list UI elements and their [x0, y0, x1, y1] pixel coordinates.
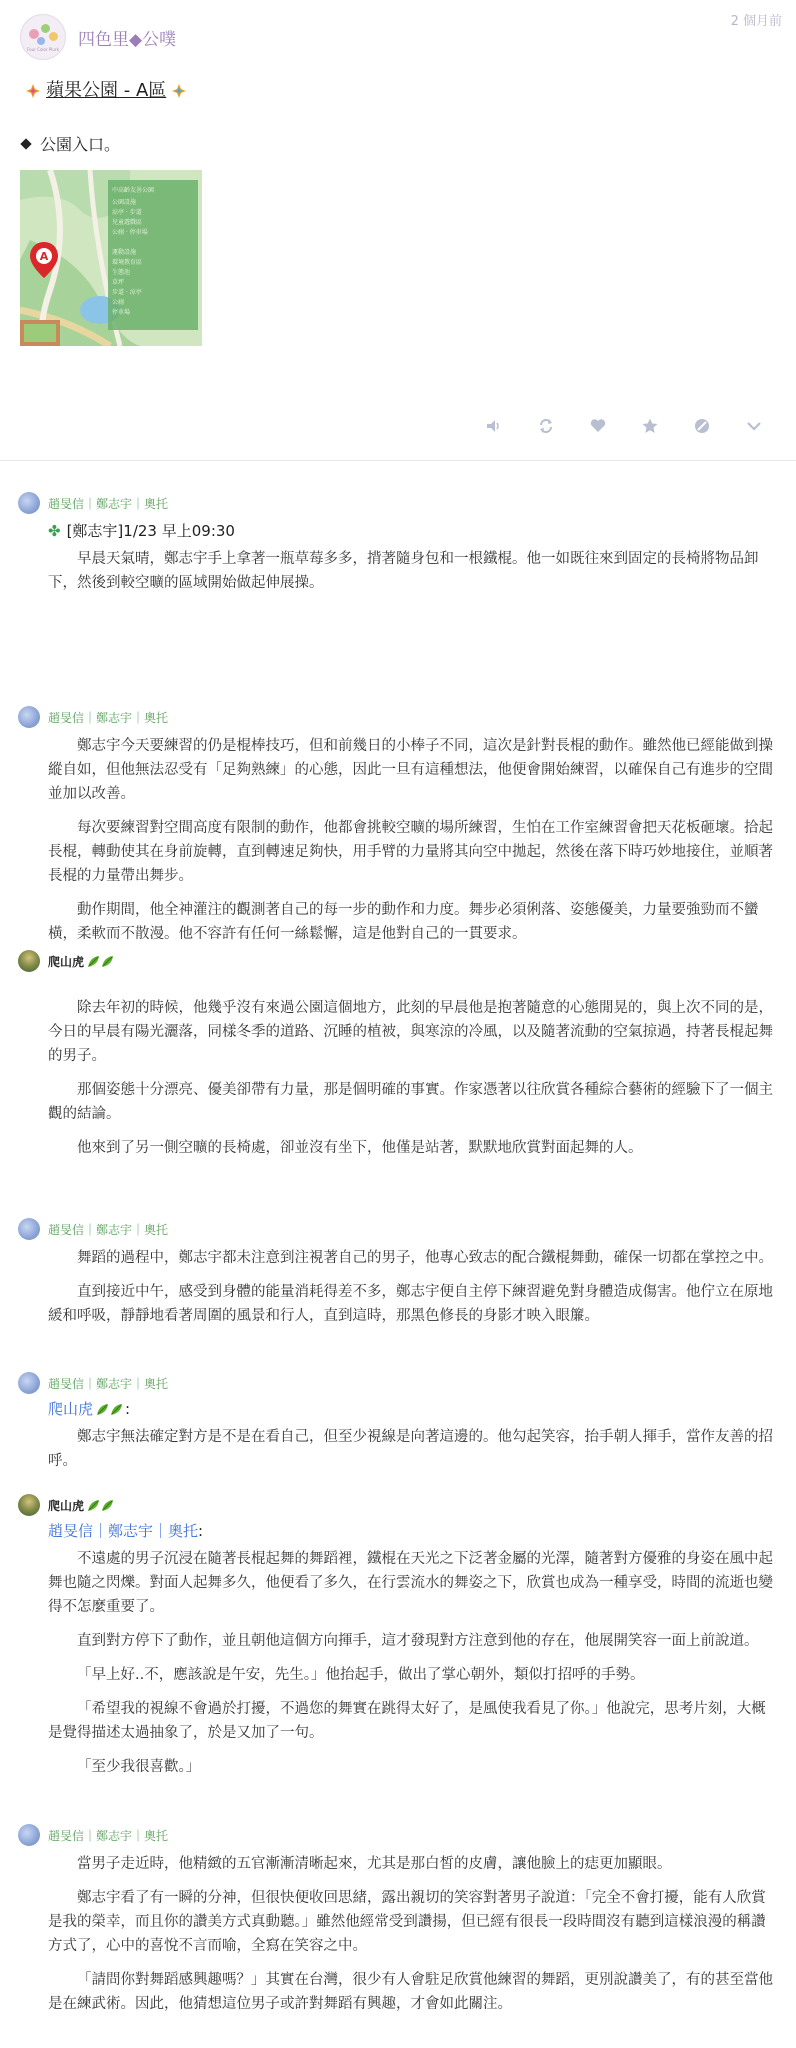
avatar[interactable]: [18, 492, 40, 514]
comment-paragraph: 每次要練習對空間高度有限制的動作，他都會挑較空曠的場所練習，生怕在工作室練習會把天花板砸壞。拾起長棍，轉動使其在身前旋轉，直到轉速足夠快，用手臂的力量將其向空中拋起，然後在落下時巧妙地接住，並順著長棍的力量帶出舞步。: [48, 820, 773, 884]
comment-paragraph: 「請問你對舞蹈感興趣嗎？」其實在台灣，很少有人會駐足欣賞他練習的舞蹈，更別說讚美了，有的甚至當他是在練武術。因此，他猜想這位男子或許對舞蹈有興趣，才會如此關注。: [48, 1972, 773, 2012]
comment-author[interactable]: 趙旻信｜鄭志宇｜奧托: [48, 1828, 169, 1843]
svg-text:公園設施: 公園設施: [112, 199, 137, 206]
svg-text:中高齡友善公園: 中高齡友善公園: [112, 187, 155, 194]
comment-author[interactable]: 趙旻信｜鄭志宇｜奧托: [48, 496, 169, 511]
comment-paragraph: 動作期間，他全神灌注的觀測著自己的每一步的動作和力度。舞步必須俐落、姿態優美，力量要強勁而不蠻橫，柔軟而不散漫。他不容許有任何一絲鬆懈，這是他對自己的一貫要求。: [48, 902, 759, 942]
comment-item: [18, 950, 776, 1160]
avatar[interactable]: [18, 950, 40, 972]
comment-paragraph: 「至少我很喜歡。」: [77, 1759, 201, 1775]
comment-paragraph: 舞蹈的過程中，鄭志宇都未注意到注視著自己的男子，他專心致志的配合鐵棍舞動，確保一切都在掌控之中。: [77, 1250, 773, 1266]
park-entrance-line: [20, 132, 120, 155]
comment-item: [18, 1494, 776, 1779]
comment-paragraph: 鄭志宇今天要練習的仍是棍棒技巧，但和前幾日的小棒子不同，這次是針對長棍的動作。雖然他已經能做到操縱自如，但他無法忍受有「足夠熟練」的心態，因此一旦有這種想法，他便會開始練習，以確保自己有進步的空間並加以改善。: [48, 738, 773, 802]
comment-author[interactable]: 趙旻信｜鄭志宇｜奧托: [48, 1376, 169, 1391]
avatar[interactable]: [18, 1218, 40, 1240]
leaf-icon: [86, 955, 116, 969]
comment-paragraph: 那個姿態十分漂亮、優美卻帶有力量，那是個明確的事實。作家憑著以往欣賞各種綜合藝術的經驗下了一個主觀的結論。: [48, 1082, 773, 1122]
svg-text:停車場: 停車場: [112, 309, 131, 316]
svg-text:兒童遊戲區: 兒童遊戲區: [112, 219, 143, 226]
comment-paragraph: 當男子走近時，他精緻的五官漸漸清晰起來，尤其是那白皙的皮膚，讓他臉上的痣更加顯眼。: [77, 1856, 672, 1872]
avatar[interactable]: [18, 1824, 40, 1846]
avatar[interactable]: [18, 1494, 40, 1516]
comment-paragraph: 早晨天氣晴，鄭志宇手上拿著一瓶草莓多多，揹著隨身包和一根鐵棍。他一如既往來到固定的長椅將物品卸下，然後到較空曠的區域開始做起伸展操。: [48, 551, 759, 591]
comment-paragraph: 「希望我的視線不會過於打擾，不過您的舞實在跳得太好了，是風使我看見了你。」他說完，思考片刻，大概是覺得描述太過抽象了，於是又加了一句。: [48, 1701, 766, 1741]
svg-text:草坪: 草坪: [112, 279, 125, 286]
site-header: [20, 14, 176, 60]
comment-paragraph: 直到接近中午，感受到身體的能量消耗得差不多，鄭志宇便自主停下練習避免對身體造成傷害。他佇立在原地緩和呼吸，靜靜地看著周圍的風景和行人，直到這時，那黑色修長的身影才映入眼簾。: [48, 1284, 773, 1324]
comment-author[interactable]: 爬山虎: [48, 953, 116, 970]
site-logo[interactable]: [20, 14, 66, 60]
svg-text:公廁 ‧ 停車場: 公廁 ‧ 停車場: [112, 229, 148, 236]
replurk-icon[interactable]: [534, 414, 558, 438]
comment-item: [18, 1372, 776, 1473]
comment-author[interactable]: 趙旻信｜鄭志宇｜奧托: [48, 1222, 169, 1237]
post-title-text: 蘋果公園 - A區: [46, 80, 167, 101]
comment-paragraph: 他來到了另一側空曠的長椅處，卻並沒有坐下，他僅是站著，默默地欣賞對面起舞的人。: [77, 1140, 643, 1156]
comment-item: [18, 706, 776, 946]
leaf-icon: [86, 1499, 116, 1513]
comment-paragraph: 直到對方停下了動作，並且朝他這個方向揮手，這才發現對方注意到他的存在，他展開笑容一面上前說道。: [77, 1633, 759, 1649]
comment-author[interactable]: 趙旻信｜鄭志宇｜奧托: [48, 710, 169, 725]
post-divider: [0, 460, 796, 461]
svg-text:公廁: 公廁: [112, 299, 125, 306]
comment-mention[interactable]: 趙旻信｜鄭志宇｜奧托:: [48, 1522, 204, 1540]
leaf-icon: [95, 1403, 125, 1417]
logo-text: Four Color Plurk: [27, 47, 59, 52]
svg-text:環境教育區: 環境教育區: [112, 259, 143, 266]
post-timestamp: 2 個月前: [730, 14, 782, 29]
park-entrance-text: 公園入口。: [40, 135, 121, 154]
clover-icon: ✤: [48, 521, 61, 540]
block-icon[interactable]: [690, 414, 714, 438]
svg-text:步道 ‧ 涼亭: 步道 ‧ 涼亭: [112, 289, 142, 296]
svg-text:A: A: [39, 250, 49, 263]
mute-icon[interactable]: [482, 414, 506, 438]
comment-item: [18, 492, 776, 595]
svg-text:運動設施: 運動設施: [112, 249, 137, 256]
svg-text:生態池: 生態池: [112, 269, 131, 276]
comment-author[interactable]: 爬山虎: [48, 1497, 116, 1514]
diamond-bullet-icon: [20, 138, 31, 149]
avatar[interactable]: [18, 706, 40, 728]
comment-paragraph: 「早上好..不，應該說是午安，先生。」他抬起手，做出了掌心朝外，類似打招呼的手勢。: [77, 1667, 645, 1683]
svg-text:涼亭 ‧ 步道: 涼亭 ‧ 步道: [112, 209, 142, 216]
favorite-icon[interactable]: [638, 414, 662, 438]
comment-stamp: ✤ [鄭志宇]1/23 早上09:30: [48, 521, 235, 540]
post-title: [20, 76, 192, 102]
comment-item: [18, 1824, 776, 2016]
comment-paragraph: 鄭志宇無法確定對方是不是在看自己，但至少視線是向著這邊的。他勾起笑容，抬手朝人揮手，當作友善的招呼。: [48, 1429, 773, 1469]
post-actions: [482, 414, 766, 438]
avatar[interactable]: [18, 1372, 40, 1394]
sparkle-icon: [172, 82, 186, 96]
comment-paragraph: 除去年初的時候，他幾乎沒有來過公園這個地方，此刻的早晨他是抱著隨意的心態閒晃的，與上次不同的是，今日的早晨有陽光灑落，同樣冬季的道路、沉睡的植被，與寒涼的冷風，以及隨著流動的空氣掠過，持著長棍起舞的男子。: [48, 1000, 773, 1064]
park-map-image[interactable]: [20, 170, 202, 346]
comment-item: [18, 1218, 776, 1328]
sparkle-icon: [26, 82, 40, 96]
comment-paragraph: 不遠處的男子沉浸在隨著長棍起舞的舞蹈裡，鐵棍在天光之下泛著金屬的光澤，隨著對方優雅的身姿在風中起舞也隨之閃爍。對面人起舞多久，他便看了多久，在行雲流水的舞姿之下，欣賞也成為一種享受，時間的流逝也變得不怎麼重要了。: [48, 1551, 773, 1615]
comment-mention[interactable]: 爬山虎 :: [48, 1400, 131, 1418]
like-icon[interactable]: [586, 414, 610, 438]
chevron-down-icon[interactable]: [742, 414, 766, 438]
site-name[interactable]: 四色里◆公噗: [78, 29, 177, 50]
comment-paragraph: 鄭志宇看了有一瞬的分神，但很快便收回思緒，露出親切的笑容對著男子說道：「完全不會打擾，能有人欣賞是我的榮幸，而且你的讚美方式真動聽。」雖然他經常受到讚揚，但已經有很長一段時間沒有聽到這樣浪漫的稱讚方式了，心中的喜悅不言而喻，全寫在笑容之中。: [48, 1890, 766, 1954]
